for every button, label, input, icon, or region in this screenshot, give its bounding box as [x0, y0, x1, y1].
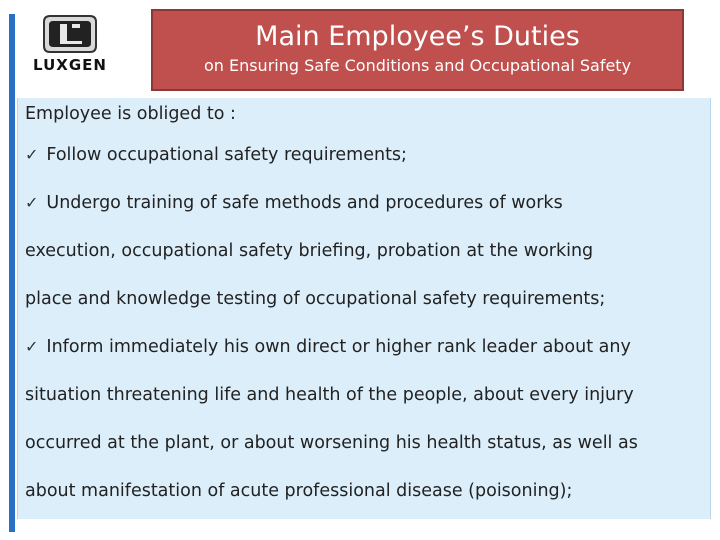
page-subtitle: on Ensuring Safe Conditions and Occupational Safety [203, 56, 632, 75]
intro-text: Employee is obliged to : [25, 104, 236, 124]
logo-text: LUXGEN [33, 56, 107, 74]
title-banner [151, 9, 684, 91]
list-item-text: Inform immediately his own direct or higher rank leader about any [46, 337, 631, 357]
list-item-continuation: about manifestation of acute professional disease (poisoning); [25, 481, 573, 501]
checkmark-icon: ✓ [25, 337, 39, 356]
checkmark-icon: ✓ [25, 145, 39, 164]
list-item-text: Follow occupational safety requirements; [46, 145, 407, 165]
list-item-continuation: occurred at the plant, or about worsening his health status, as well as [25, 433, 638, 453]
list-item-continuation: execution, occupational safety briefing, probation at the working [25, 241, 594, 261]
list-item [25, 192, 563, 214]
list-item-text: Undergo training of safe methods and procedures of works [46, 193, 563, 213]
luxgen-emblem-icon [20, 12, 120, 56]
checkmark-icon: ✓ [25, 193, 39, 212]
accent-bar [9, 14, 15, 532]
luxgen-logo [20, 12, 124, 78]
content-panel [17, 98, 711, 519]
list-item-continuation: place and knowledge testing of occupational safety requirements; [25, 289, 606, 309]
list-item [25, 144, 407, 166]
page-title: Main Employee’s Duties [255, 21, 580, 52]
list-item [25, 336, 631, 358]
list-item-continuation: situation threatening life and health of the people, about every injury [25, 385, 634, 405]
